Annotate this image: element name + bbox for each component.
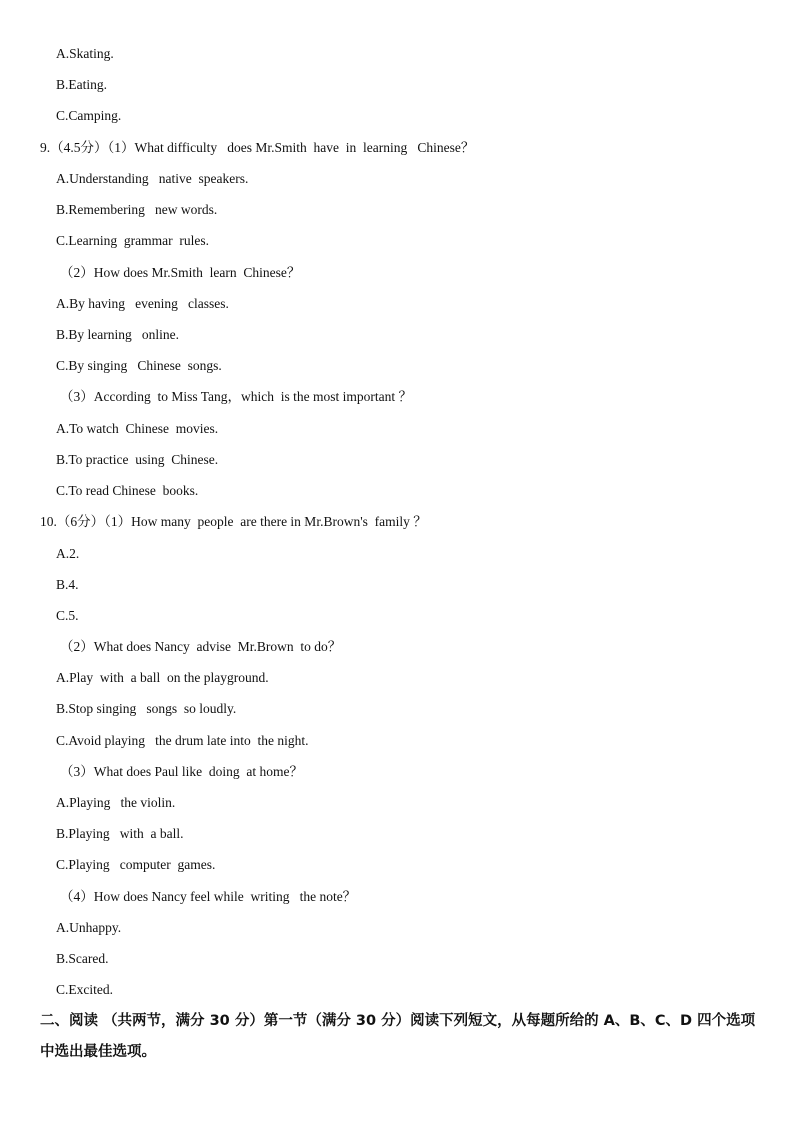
q9-2-option-c: C.By singing Chinese songs. xyxy=(56,358,222,373)
q9-1-option-c: C.Learning grammar rules. xyxy=(56,233,209,248)
q9-3-option-c: C.To read Chinese books. xyxy=(56,483,199,498)
q10-1-option-a: A.2. xyxy=(56,546,80,561)
q10-4-option-b: B.Scared. xyxy=(56,951,109,966)
q10-2-option-c: C.Avoid playing the drum late into the night. xyxy=(56,733,309,748)
q10-4-question: （4）How does Nancy feel while writing the note？ xyxy=(60,889,357,904)
q9-1-option-a: A.Understanding native speakers. xyxy=(56,171,249,186)
q10-2-option-a: A.Play with a ball on the playground. xyxy=(56,670,269,685)
q9-2-option-a: A.By having evening classes. xyxy=(56,296,229,311)
q10-3-option-c: C.Playing computer games. xyxy=(56,857,216,872)
q10-2-option-b: B.Stop singing songs so loudly. xyxy=(56,701,237,716)
section-two-heading: 二、阅读 （共两节，满分 30 分）第一节（满分 30 分）阅读下列短文，从每题所给的 A、B、C、D 四个选项中选出最佳选项。 xyxy=(40,1013,756,1060)
q8-option-c: C.Camping. xyxy=(56,108,122,123)
q9-3-option-a: A.To watch Chinese movies. xyxy=(56,421,219,436)
q8-option-a: A.Skating. xyxy=(56,46,114,61)
q9-header: 9.（4.5分）（1）What difficulty does Mr.Smith have in learning Chinese？ xyxy=(40,140,475,155)
q8-option-b: B.Eating. xyxy=(56,77,107,92)
q10-1-option-c: C.5. xyxy=(56,608,79,623)
q9-1-option-b: B.Remembering new words. xyxy=(56,202,218,217)
q10-4-option-a: A.Unhappy. xyxy=(56,920,122,935)
q9-2-question: （2）How does Mr.Smith learn Chinese？ xyxy=(60,265,301,280)
q10-3-question: （3）What does Paul like doing at home？ xyxy=(60,764,303,779)
q10-4-option-c: C.Excited. xyxy=(56,982,113,997)
q9-3-question: （3）According to Miss Tang，which is the most important ？ xyxy=(60,389,413,404)
q10-header: 10.（6分）（1）How many people are there in Mr.Brown's family ？ xyxy=(40,514,427,529)
q9-2-option-b: B.By learning online. xyxy=(56,327,179,342)
q10-3-option-b: B.Playing with a ball. xyxy=(56,826,184,841)
q10-1-option-b: B.4. xyxy=(56,577,79,592)
q10-3-option-a: A.Playing the violin. xyxy=(56,795,176,810)
q10-2-question: （2）What does Nancy advise Mr.Brown to do？ xyxy=(60,639,342,654)
q9-3-option-b: B.To practice using Chinese. xyxy=(56,452,219,467)
